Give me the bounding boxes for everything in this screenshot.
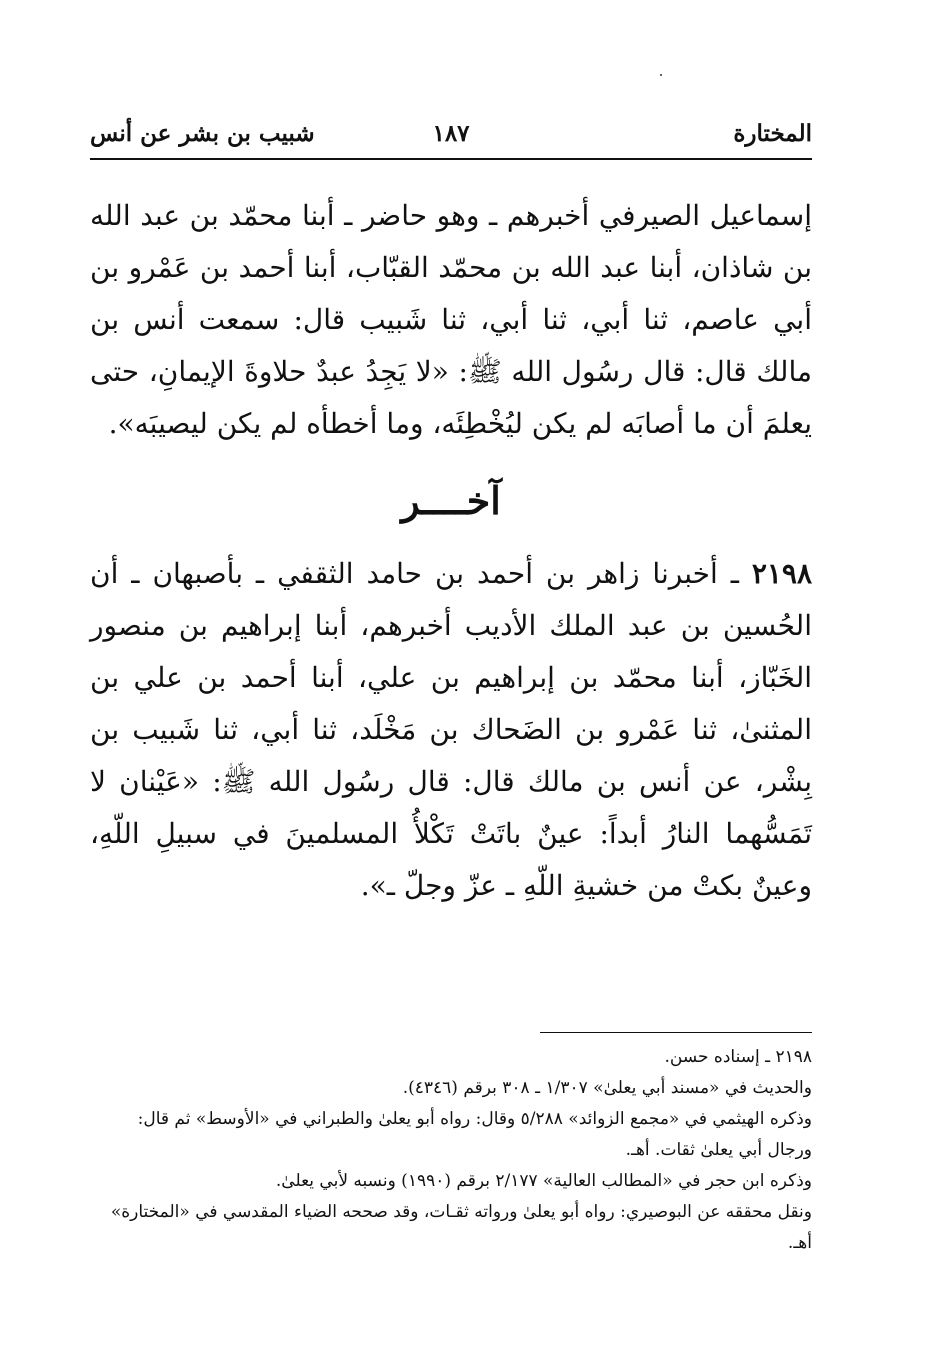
header-book-title: المختارة xyxy=(733,120,812,147)
footnote-divider xyxy=(540,1032,812,1033)
running-header xyxy=(90,120,812,154)
footnote-line: وذكره الهيثمي في «مجمع الزوائد» ٥/٢٨٨ وقال: رواه أبو يعلىٰ والطبراني في «الأوسط» ثم قال: ورجال أبي يعلىٰ ثقات. أهـ. xyxy=(137,1109,812,1160)
paragraph-hadith-continuation: إسماعيل الصيرفي أخبرهم ـ وهو حاضر ـ أبنا محمّد بن عبد الله بن شاذان، أبنا عبد الله بن محمّد القبّاب، أبنا أحمد بن عَمْرو بن أبي عاصم، ثنا أبي، ثنا أبي، ثنا شَبيب قال: سمعت أنس بن مالك قال: قال رسُول الله ﷺ: «لا يَجِدُ عبدٌ حلاوةَ الإيمانِ، حتى يعلمَ أن ما أصابَه لم يكن ليُخْطِئَه، وما أخطأه لم يكن ليصيبَه». xyxy=(90,199,812,440)
footnote-line: ونقل محققه عن البوصيري: رواه أبو يعلىٰ ورواته ثقـات، وقد صححه الضياء المقدسي في «المختارة» أهـ. xyxy=(110,1202,812,1253)
footnote-line: والحديث في «مسند أبي يعلىٰ» ١/٣٠٧ ـ ٣٠٨ برقم (٤٣٤٦). xyxy=(402,1078,812,1098)
hadith-number: ٢١٩٨ xyxy=(751,557,812,590)
page-number: ١٨٧ xyxy=(432,120,470,147)
footnote-line: ٢١٩٨ ـ إسناده حسن. xyxy=(664,1047,812,1067)
header-divider xyxy=(90,158,812,160)
section-heading: آخــــر xyxy=(401,478,501,523)
header-chapter-title: شبيب بن بشر عن أنس xyxy=(90,120,315,147)
scan-speck xyxy=(660,74,662,76)
hadith-text: ـ أخبرنا زاهر بن أحمد بن حامد الثقفي ـ بأصبهان ـ أن الحُسين بن عبد الملك الأديب أخبرهم، أبنا إبراهيم بن منصور الخَبّاز، أبنا محمّد بن إبراهيم بن علي، أبنا أحمد بن علي بن المثنىٰ، ثنا عَمْرو بن الضَحاك بن مَخْلَد، ثنا أبي، ثنا شَبيب بن بِشْر، عن أنس بن مالك قال: قال رسُول الله ﷺ: «عَيْنان لا تَمَسُّهما النارُ أبداً: عينٌ باتَتْ تَكْلأُ المسلمينَ في سبيلِ اللّهِ، وعينٌ بكتْ من خشيةِ اللّهِ ـ عزّ وجلّ ـ». xyxy=(90,557,813,902)
footnotes xyxy=(90,1042,812,1259)
paragraph-hadith-2198 xyxy=(90,548,812,912)
footnote-line: وذكره ابن حجر في «المطالب العالية» ٢/١٧٧ برقم (١٩٩٠) ونسبه لأبي يعلىٰ. xyxy=(275,1171,812,1191)
